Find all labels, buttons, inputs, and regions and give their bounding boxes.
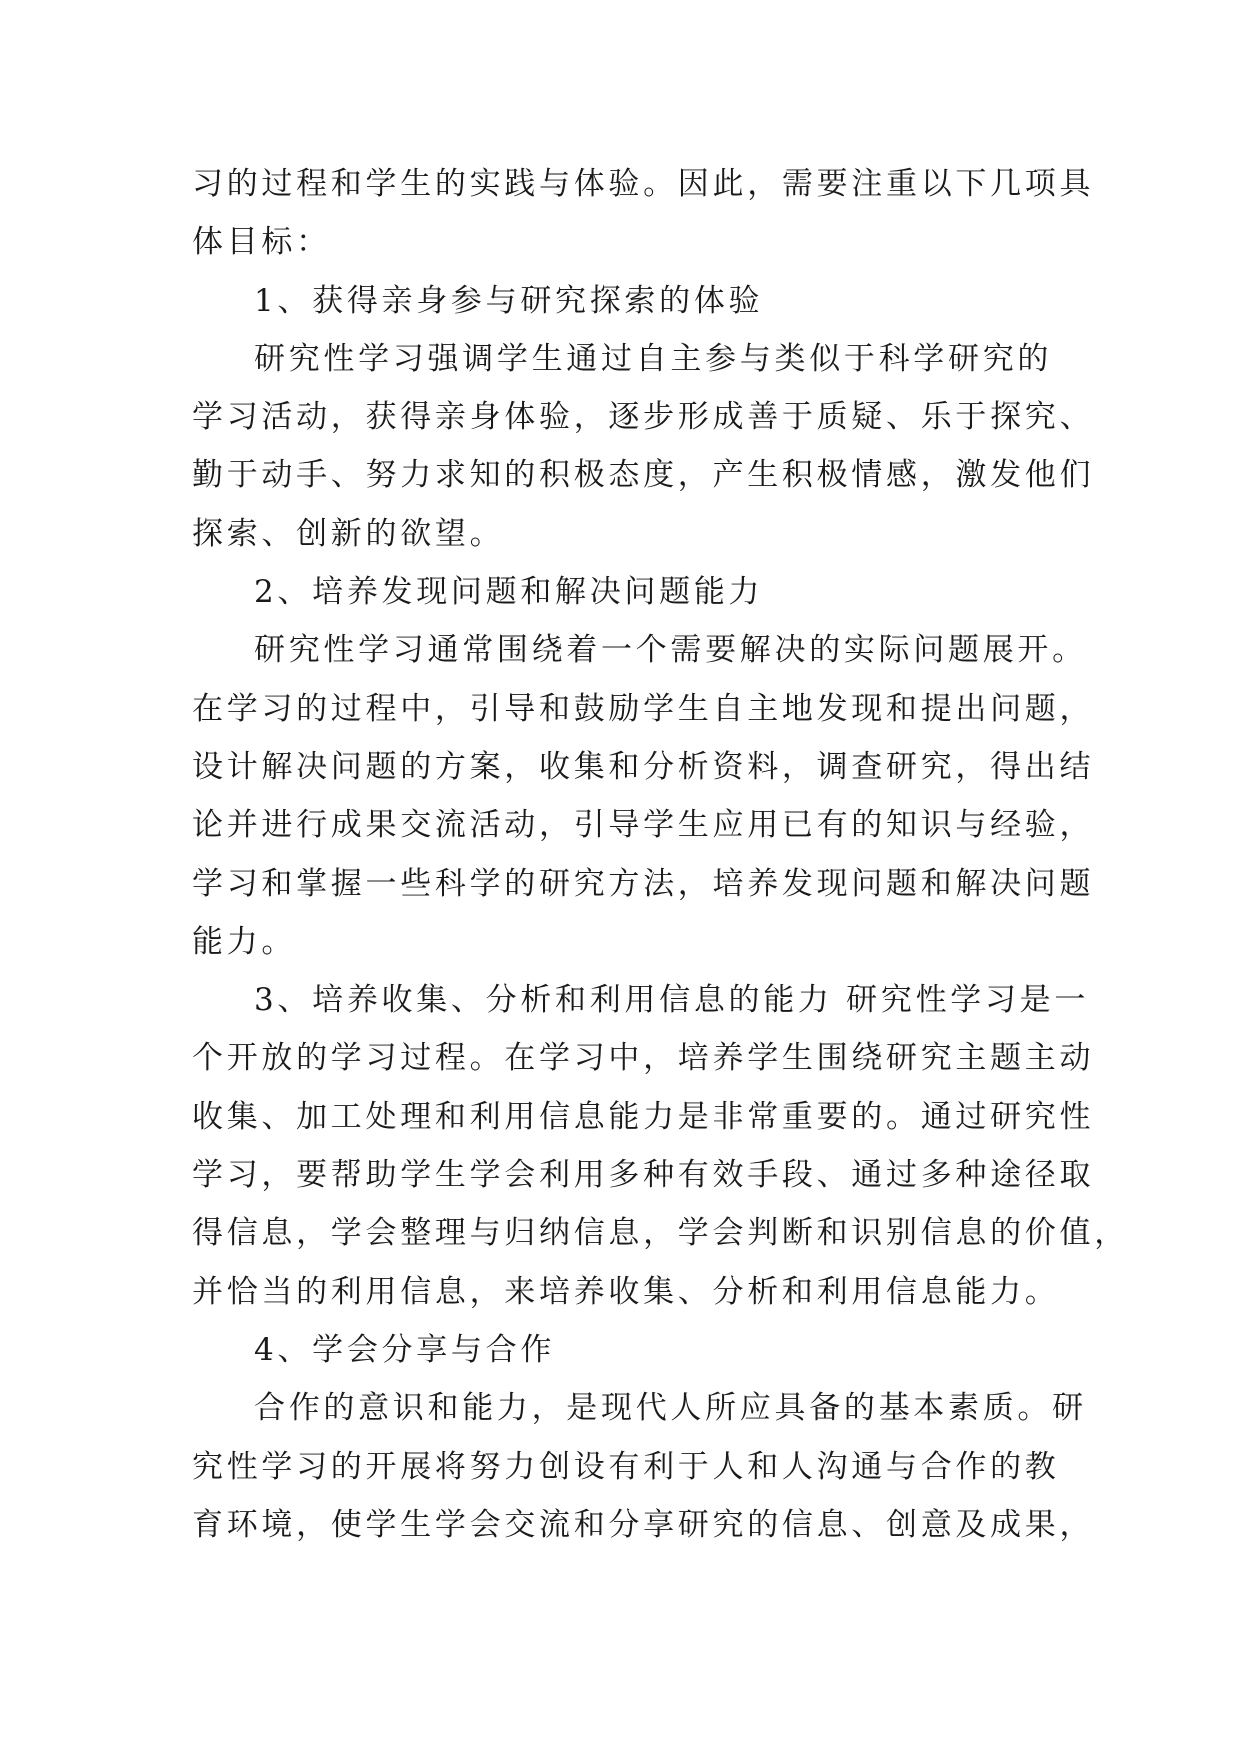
text-line: 体目标： [192,224,331,261]
text-line: 究性学习的开展将努力创设有利于人和人沟通与合作的教 [192,1448,1060,1485]
paragraph-first-line: 研究性学习强调学生通过自主参与类似于科学研究的 [254,340,1053,377]
paragraph-first-line: 研究性学习通常围绕着一个需要解决的实际问题展开。 [254,632,1087,669]
section-heading: 2、培养发现问题和解决问题能力 [254,574,764,611]
text-line: 个开放的学习过程。在学习中，培养学生围绕研究主题主动 [192,1040,1095,1077]
paragraph-first-line: 合作的意识和能力，是现代人所应具备的基本素质。研 [254,1390,1087,1427]
text-line: 在学习的过程中，引导和鼓励学生自主地发现和提出问题， [192,690,1095,727]
text-line: 收集、加工处理和利用信息能力是非常重要的。通过研究性 [192,1098,1095,1135]
text-line: 习的过程和学生的实践与体验。因此，需要注重以下几项具 [192,166,1095,202]
section-heading: 1、获得亲身参与研究探索的体验 [254,282,764,319]
text-line: 学习，要帮助学生学会利用多种有效手段、通过多种途径取 [192,1157,1095,1194]
section-heading: 3、培养收集、分析和利用信息的能力 研究性学习是一 [254,982,1090,1019]
text-line: 能力。 [192,923,297,960]
text-line: 得信息，学会整理与归纳信息，学会判断和识别信息的价值， [192,1215,1129,1252]
text-line: 论并进行成果交流活动，引导学生应用已有的知识与经验， [192,807,1095,844]
text-line: 学习和掌握一些科学的研究方法，培养发现问题和解决问题 [192,865,1095,902]
text-line: 探索、创新的欲望。 [192,515,505,552]
text-line: 设计解决问题的方案，收集和分析资料，调查研究，得出结 [192,748,1095,785]
text-line: 并恰当的利用信息，来培养收集、分析和利用信息能力。 [192,1273,1060,1310]
text-line: 育环境，使学生学会交流和分享研究的信息、创意及成果， [192,1506,1095,1543]
text-line: 学习活动，获得亲身体验，逐步形成善于质疑、乐于探究、 [192,399,1095,436]
text-line: 勤于动手、努力求知的积极态度，产生积极情感，激发他们 [192,457,1095,494]
document-body [192,155,1129,1554]
section-heading: 4、学会分享与合作 [254,1331,556,1368]
